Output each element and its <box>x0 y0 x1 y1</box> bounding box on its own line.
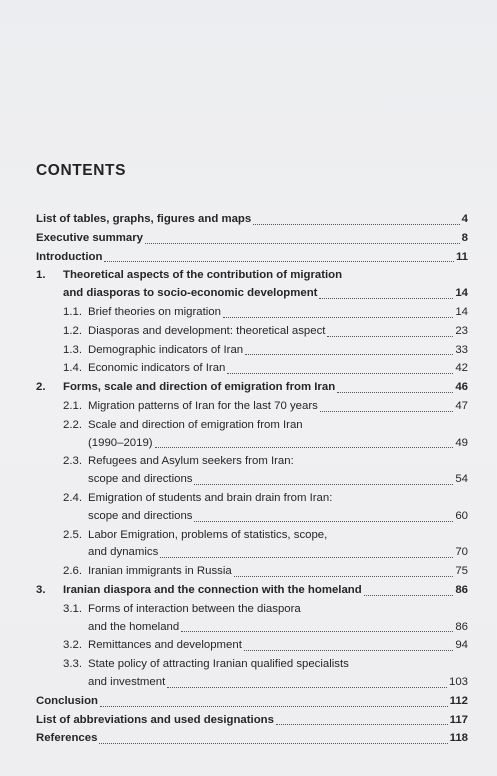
toc-entry-section-3-3[interactable] <box>36 656 468 692</box>
toc-entry-title: Remittances and development <box>88 639 242 652</box>
toc-entry-title-line2: scope and directions <box>88 473 193 486</box>
toc-entry-title-line2: and the homeland <box>88 620 180 633</box>
toc-entry-list-of-abbreviations[interactable] <box>36 712 468 730</box>
toc-page-number: 86 <box>455 583 468 596</box>
toc-entry-section-2-1[interactable] <box>36 398 468 416</box>
dot-leader <box>100 706 448 707</box>
toc-entry-section-1-1[interactable] <box>36 304 468 322</box>
toc-entry-number: 3.3. <box>63 658 82 671</box>
toc-page-number: 112 <box>449 694 468 707</box>
toc-entry-section-2-3[interactable] <box>36 453 468 489</box>
toc-entry-section-3-1[interactable] <box>36 601 468 637</box>
toc-entry-number: 3.1. <box>63 602 82 615</box>
toc-page-number: 118 <box>449 732 468 745</box>
toc-page-number: 14 <box>455 305 468 318</box>
toc-page-number: 47 <box>455 399 468 412</box>
dot-leader <box>145 243 460 244</box>
dot-leader <box>327 336 453 337</box>
toc-page-number: 60 <box>455 509 468 522</box>
toc-page-number: 103 <box>448 675 468 688</box>
toc-entry-title-line1: Theoretical aspects of the contribution of migration <box>63 269 343 282</box>
dot-leader <box>99 743 447 744</box>
toc-entry-title-line1: Emigration of students and brain drain from Iran: <box>88 491 333 504</box>
toc-entry-title: Diasporas and development: theoretical aspect <box>88 324 326 337</box>
toc-page-number: 94 <box>455 639 468 652</box>
dot-leader <box>223 317 453 318</box>
dot-leader <box>253 224 459 225</box>
toc-entry-title-line1: State policy of attracting Iranian qualified specialists <box>88 658 349 671</box>
toc-entry-title: Executive summary <box>36 231 144 244</box>
toc-entry-chapter-2[interactable] <box>36 379 468 397</box>
toc-entry-title: List of tables, graphs, figures and maps <box>36 213 252 225</box>
dot-leader <box>319 298 453 299</box>
toc-page-number: 33 <box>455 343 468 356</box>
toc-entry-section-1-2[interactable] <box>36 323 468 341</box>
toc-entry-list-of-tables[interactable] <box>36 211 468 229</box>
dot-leader <box>245 354 453 355</box>
toc-entry-number: 3.2. <box>63 639 82 652</box>
toc-entry-title-line2: scope and directions <box>88 509 193 522</box>
toc-entry-chapter-3[interactable] <box>36 582 468 600</box>
toc-entry-number: 2.2. <box>63 418 82 431</box>
toc-entry-chapter-1[interactable] <box>36 267 468 303</box>
toc-entry-section-3-2[interactable] <box>36 637 468 655</box>
toc-page-number: 46 <box>455 381 468 394</box>
toc-entry-references[interactable] <box>36 730 468 748</box>
dot-leader <box>364 595 454 596</box>
toc-entry-title: Iranian diaspora and the connection with the homeland <box>63 583 362 596</box>
dot-leader <box>234 576 454 577</box>
toc-entry-number: 1. <box>36 269 46 282</box>
toc-entry-title: Brief theories on migration <box>88 305 221 318</box>
toc-page-number: 11 <box>455 250 468 263</box>
toc-entry-title: Introduction <box>36 250 103 263</box>
toc-entry-section-2-4[interactable] <box>36 490 468 526</box>
toc-entry-title-line1: Forms of interaction between the diaspora <box>88 602 301 615</box>
dot-leader <box>194 484 453 485</box>
toc-page-number: 4 <box>461 213 468 225</box>
toc-entry-title: Economic indicators of Iran <box>88 362 226 375</box>
toc-entry-title: List of abbreviations and used designations <box>36 713 274 726</box>
table-of-contents <box>36 211 468 749</box>
toc-entry-title-line2: and dynamics <box>88 546 159 559</box>
toc-entry-title: Conclusion <box>36 694 99 707</box>
toc-entry-title: Forms, scale and direction of emigration from Iran <box>63 381 336 394</box>
contents-heading: CONTENTS <box>36 162 127 179</box>
toc-entry-number: 2.3. <box>63 455 82 468</box>
toc-entry-number: 2.6. <box>63 565 82 578</box>
toc-entry-number: 1.2. <box>63 324 82 337</box>
dot-leader <box>104 261 454 262</box>
dot-leader <box>167 687 447 688</box>
toc-entry-title-line1: Scale and direction of emigration from Iran <box>88 418 303 431</box>
toc-entry-title: References <box>36 732 98 745</box>
toc-entry-section-1-4[interactable] <box>36 360 468 378</box>
toc-entry-number: 3. <box>36 583 46 596</box>
toc-entry-conclusion[interactable] <box>36 693 468 711</box>
dot-leader <box>181 631 453 632</box>
toc-entry-section-2-6[interactable] <box>36 563 468 581</box>
toc-entry-title-line1: Labor Emigration, problems of statistics, scope, <box>88 528 328 541</box>
toc-entry-section-2-2[interactable] <box>36 417 468 453</box>
toc-entry-number: 2. <box>36 381 46 394</box>
toc-entry-title-line1: Refugees and Asylum seekers from Iran: <box>88 455 294 468</box>
toc-entry-title-line2: and investment <box>88 675 166 688</box>
toc-page-number: 8 <box>461 231 468 244</box>
toc-entry-number: 2.1. <box>63 399 82 412</box>
dot-leader <box>160 557 453 558</box>
toc-entry-section-1-3[interactable] <box>36 342 468 360</box>
toc-entry-title-line2: and diasporas to socio-economic development <box>63 287 318 300</box>
toc-page-number: 54 <box>455 473 468 486</box>
dot-leader <box>227 373 453 374</box>
toc-entry-number: 1.1. <box>63 305 82 318</box>
toc-page-number: 70 <box>455 546 468 559</box>
toc-page-number: 23 <box>455 324 468 337</box>
toc-page-number: 14 <box>455 287 468 300</box>
toc-entry-number: 1.3. <box>63 343 82 356</box>
toc-entry-title-line2: (1990–2019) <box>88 436 153 449</box>
toc-page-number: 117 <box>449 713 468 726</box>
toc-page-number: 49 <box>455 436 468 449</box>
dot-leader <box>155 447 454 448</box>
toc-entry-section-2-5[interactable] <box>36 527 468 563</box>
toc-entry-number: 2.4. <box>63 491 82 504</box>
toc-entry-title: Iranian immigrants in Russia <box>88 565 232 578</box>
toc-entry-number: 2.5. <box>63 528 82 541</box>
dot-leader <box>320 411 454 412</box>
toc-page-number: 42 <box>455 362 468 375</box>
dot-leader <box>276 724 448 725</box>
dot-leader <box>244 650 453 651</box>
toc-page-number: 75 <box>455 565 468 578</box>
toc-entry-title: Demographic indicators of Iran <box>88 343 244 356</box>
toc-page-number: 86 <box>455 620 468 633</box>
toc-entry-executive-summary[interactable] <box>36 230 468 248</box>
toc-entry-number: 1.4. <box>63 362 82 375</box>
toc-entry-title: Migration patterns of Iran for the last 70 years <box>88 399 318 412</box>
toc-entry-introduction[interactable] <box>36 249 468 267</box>
dot-leader <box>194 521 453 522</box>
dot-leader <box>337 392 453 393</box>
